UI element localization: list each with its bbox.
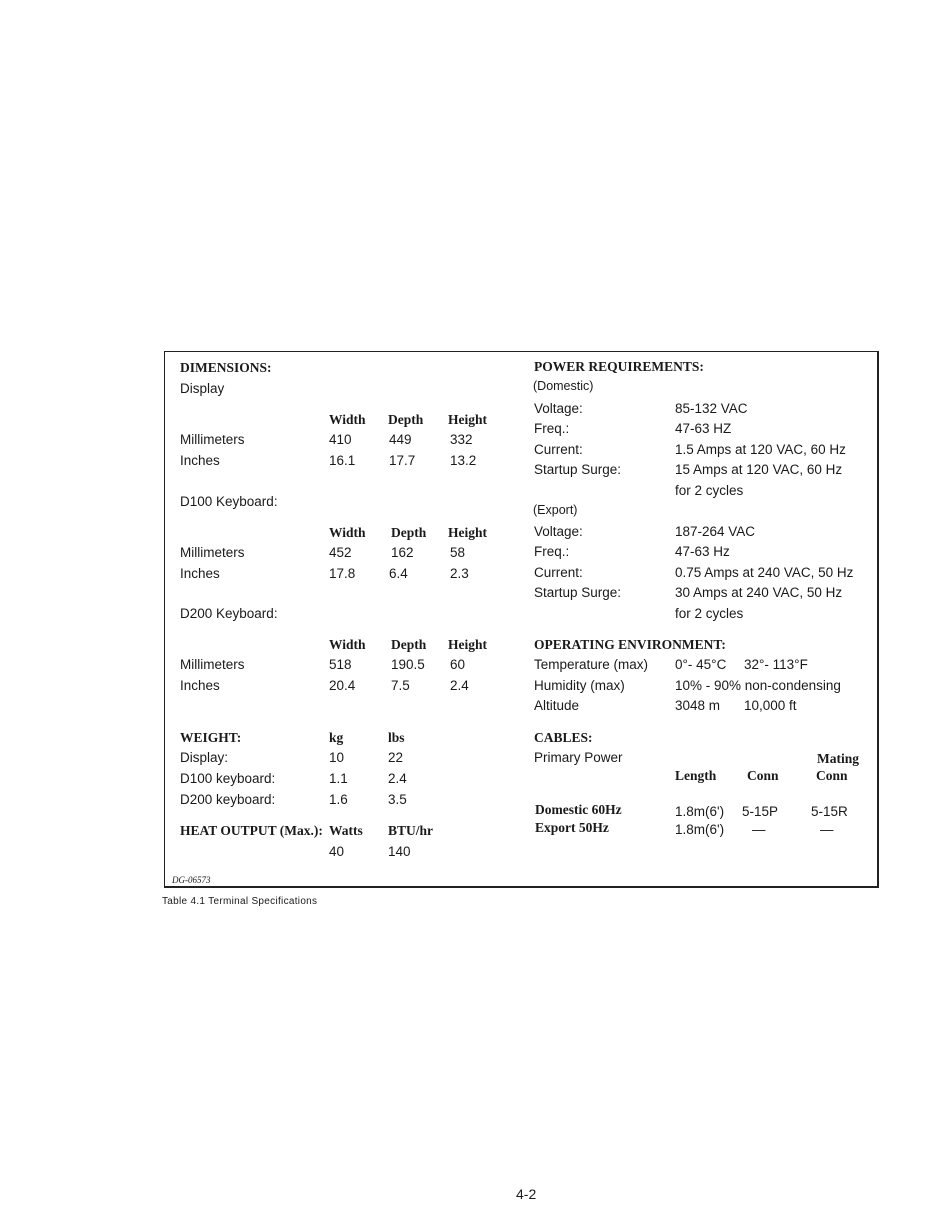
cables-export-mating-conn: — [820,822,834,837]
power-exp-current-value: 0.75 Amps at 240 VAC, 50 Hz [675,565,854,580]
d100-in-height: 2.3 [450,566,469,581]
weight-display-label: Display: [180,750,229,765]
d100-in-width: 17.8 [329,566,356,581]
power-exp-freq-value: 47-63 Hz [675,544,730,559]
environment-heading: OPERATING ENVIRONMENT: [534,637,726,652]
env-temperature-label: Temperature (max) [534,657,649,672]
cables-heading: CABLES: [534,730,593,745]
d200-mm-height: 60 [450,657,466,672]
power-exp-surge-value: 30 Amps at 240 VAC, 50 Hz [675,585,843,600]
d200-label: D200 Keyboard: [180,606,278,621]
weight-display-kg: 10 [329,750,345,765]
d200-width-header: Width [329,637,366,652]
cables-primary-power-label: Primary Power [534,750,623,765]
weight-d200-label: D200 keyboard: [180,792,276,807]
power-exp-voltage-value: 187-264 VAC [675,524,756,539]
d200-in-label: Inches [180,678,220,693]
weight-d100-kg: 1.1 [329,771,348,786]
env-altitude-meters: 3048 m [675,698,721,713]
power-exp-voltage-label: Voltage: [534,524,583,539]
d200-in-width: 20.4 [329,678,356,693]
weight-lbs-header: lbs [388,730,405,745]
cables-conn-header: Conn [747,768,779,783]
cables-length-header: Length [675,768,717,783]
display-depth-header: Depth [388,412,424,427]
power-dom-voltage-label: Voltage: [534,401,583,416]
power-heading: POWER REQUIREMENTS: [534,359,704,374]
power-exp-surge-cont: for 2 cycles [675,606,744,621]
env-humidity-value: 10% - 90% non-condensing [675,678,841,693]
weight-d200-kg: 1.6 [329,792,348,807]
weight-d100-lbs: 2.4 [388,771,407,786]
weight-display-lbs: 22 [388,750,404,765]
env-altitude-label: Altitude [534,698,580,713]
power-domestic-label: (Domestic) [533,379,594,393]
weight-kg-header: kg [329,730,344,745]
figure-id: DG-06573 [172,875,211,885]
display-in-width: 16.1 [329,453,356,468]
env-temperature-fahrenheit: 32°- 113°F [744,657,808,672]
power-dom-surge-value: 15 Amps at 120 VAC, 60 Hz [675,462,843,477]
power-dom-current-value: 1.5 Amps at 120 VAC, 60 Hz [675,442,846,457]
d200-in-height: 2.4 [450,678,469,693]
d100-mm-width: 452 [329,545,352,560]
d100-height-header: Height [448,525,487,540]
heat-btu-header: BTU/hr [388,823,434,838]
dimensions-heading: DIMENSIONS: [180,360,272,375]
heat-watts-value: 40 [329,844,345,859]
cables-domestic-length: 1.8m(6') [675,804,725,819]
display-in-depth: 17.7 [389,453,416,468]
d200-mm-width: 518 [329,657,352,672]
env-temperature-celsius: 0°- 45°C [675,657,727,672]
cables-mating-header: Mating [817,751,859,766]
power-exp-current-label: Current: [534,565,583,580]
power-dom-freq-label: Freq.: [534,421,570,436]
display-mm-height: 332 [450,432,473,447]
weight-d200-lbs: 3.5 [388,792,407,807]
heat-watts-header: Watts [329,823,363,838]
power-dom-voltage-value: 85-132 VAC [675,401,748,416]
d100-width-header: Width [329,525,366,540]
display-mm-label: Millimeters [180,432,245,447]
power-dom-surge-cont: for 2 cycles [675,483,744,498]
table-caption: Table 4.1 Terminal Specifications [162,896,318,907]
d200-mm-label: Millimeters [180,657,245,672]
cables-domestic-label: Domestic 60Hz [535,802,622,817]
weight-d100-label: D100 keyboard: [180,771,276,786]
display-width-header: Width [329,412,366,427]
cables-mating-conn-header: Conn [816,768,848,783]
heat-heading: HEAT OUTPUT (Max.): [180,823,323,838]
d200-in-depth: 7.5 [391,678,410,693]
cables-export-conn: — [752,822,766,837]
d200-depth-header: Depth [391,637,427,652]
display-in-height: 13.2 [450,453,477,468]
page-number: 4-2 [516,1186,537,1202]
d100-mm-depth: 162 [391,545,414,560]
display-height-header: Height [448,412,487,427]
display-label: Display [180,381,225,396]
d100-label: D100 Keyboard: [180,494,278,509]
display-mm-width: 410 [329,432,352,447]
d200-mm-depth: 190.5 [391,657,425,672]
d100-depth-header: Depth [391,525,427,540]
power-exp-surge-label: Startup Surge: [534,585,622,600]
cables-domestic-conn: 5-15P [742,804,779,819]
power-exp-freq-label: Freq.: [534,544,570,559]
d100-mm-label: Millimeters [180,545,245,560]
display-in-label: Inches [180,453,220,468]
d100-mm-height: 58 [450,545,466,560]
env-altitude-feet: 10,000 ft [744,698,797,713]
display-mm-depth: 449 [389,432,412,447]
cables-export-label: Export 50Hz [535,820,609,835]
power-export-label: (Export) [533,503,578,517]
d100-in-depth: 6.4 [389,566,408,581]
cables-domestic-mating-conn: 5-15R [811,804,848,819]
d100-in-label: Inches [180,566,220,581]
d200-height-header: Height [448,637,487,652]
heat-btu-value: 140 [388,844,411,859]
cables-export-length: 1.8m(6') [675,822,725,837]
weight-heading: WEIGHT: [180,730,242,745]
power-dom-current-label: Current: [534,442,583,457]
env-humidity-label: Humidity (max) [534,678,625,693]
power-dom-surge-label: Startup Surge: [534,462,622,477]
power-dom-freq-value: 47-63 HZ [675,421,732,436]
